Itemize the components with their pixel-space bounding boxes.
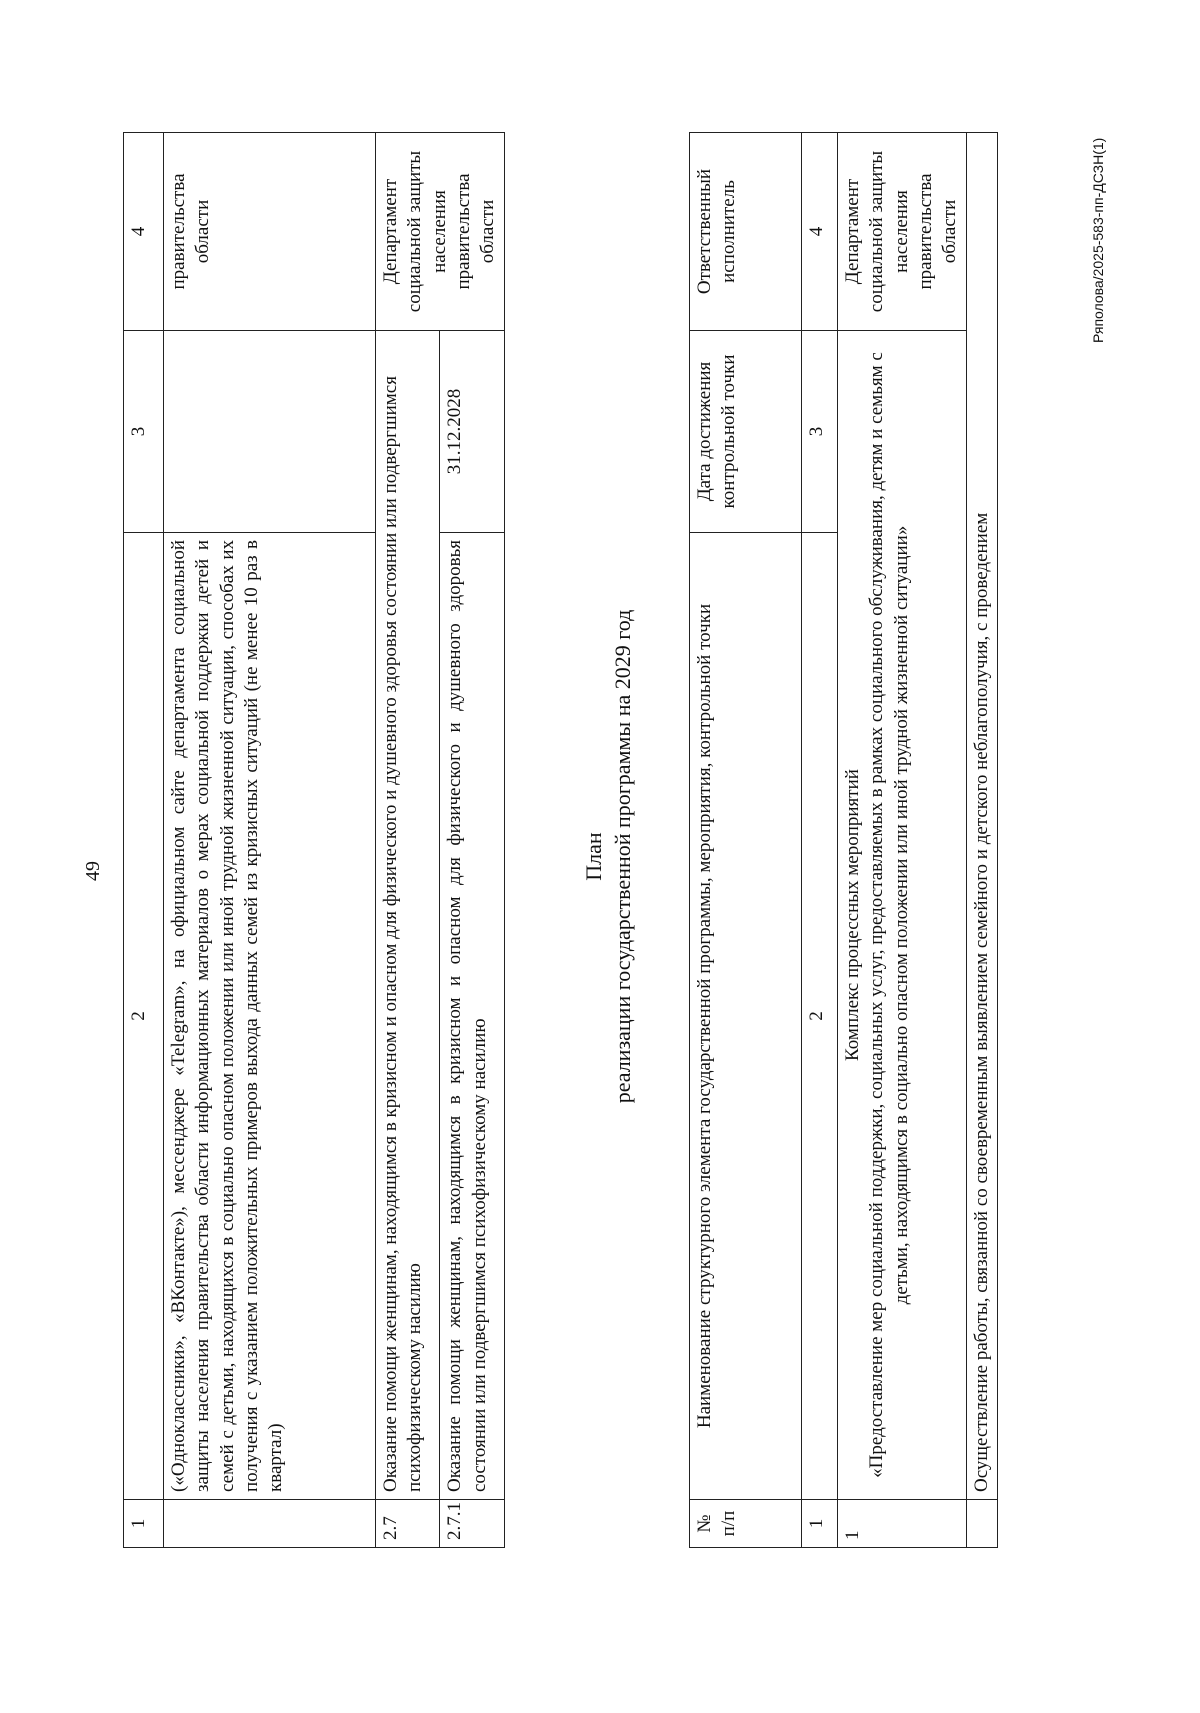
header-executor: Ответственный исполнитель — [690, 133, 802, 331]
row-executor: Департамент социальной защиты населения правительства области — [838, 133, 967, 331]
col-number: 2 — [802, 533, 838, 1500]
header-name: Наименование структурного элемента государственной программы, мероприятия, контрольной точки — [690, 533, 802, 1500]
header-date: Дата достижения контрольной точки — [690, 331, 802, 533]
process-complex — [838, 331, 967, 1500]
row-number: 1 — [838, 1500, 967, 1548]
header-number: № п/п — [690, 1500, 802, 1548]
bottom-table — [689, 132, 998, 1548]
row-date: 31.12.2028 — [440, 331, 504, 533]
plan-title — [580, 0, 637, 1713]
row-number: 2.7.1 — [440, 1500, 504, 1548]
continuation-executor: правительства области — [164, 133, 376, 331]
col-number: 1 — [802, 1500, 838, 1548]
plan-title-line2: реализации государственной программы на 2029 год — [609, 609, 635, 1104]
col-number: 2 — [124, 533, 164, 1500]
col-number: 1 — [124, 1500, 164, 1548]
page-number: 49 — [82, 861, 104, 881]
continuation-text: («Одноклассники», «ВКонтакте»), мессенджере «Telegram», на официальном сайте департамента социальной защиты населения правительства области информационных материалов о мерах социальной поддержки детей и семей с детьми, находящихся в социально опасном положении или иной трудной жизненной ситуации, способах их получения с указанием положительных примеров выхода данных семей из кризисных ситуаций (не менее 10 раз в квартал) — [164, 533, 376, 1500]
col-number: 4 — [124, 133, 164, 331]
row-text: Оказание помощи женщинам, находящимся в кризисном и опасном для физического и душевного здоровья состоянии или подвергшимся психофизическому насилию — [376, 331, 440, 1500]
process-complex-text: «Предоставление мер социальной поддержки, социальных услуг, предоставляемых в рамках социального обслуживания, детям и семьям с детьми, находящимся в социально опасном положении или иной трудной жизненной ситуации» — [866, 352, 912, 1478]
top-table — [123, 132, 505, 1548]
col-number: 3 — [802, 331, 838, 533]
footer-reference: Ряполова/2025-583-пп-ДСЗН(1) — [1090, 137, 1106, 343]
col-number: 4 — [802, 133, 838, 331]
col-number: 3 — [124, 331, 164, 533]
row-executor: Департамент социальной защиты населения правительства области — [376, 133, 505, 331]
process-complex-title: Комплекс процессных мероприятий — [842, 769, 863, 1061]
row-text: Оказание помощи женщинам, находящимся в кризисном и опасном для физического и душевного здоровья состоянии или подвергшимся психофизическому насилию — [440, 533, 504, 1500]
row-number: 2.7 — [376, 1500, 440, 1548]
row-text: Осуществление работы, связанной со своевременным выявлением семейного и детского неблагополучия, с проведением — [966, 133, 997, 1500]
plan-title-line1: План — [581, 832, 606, 881]
